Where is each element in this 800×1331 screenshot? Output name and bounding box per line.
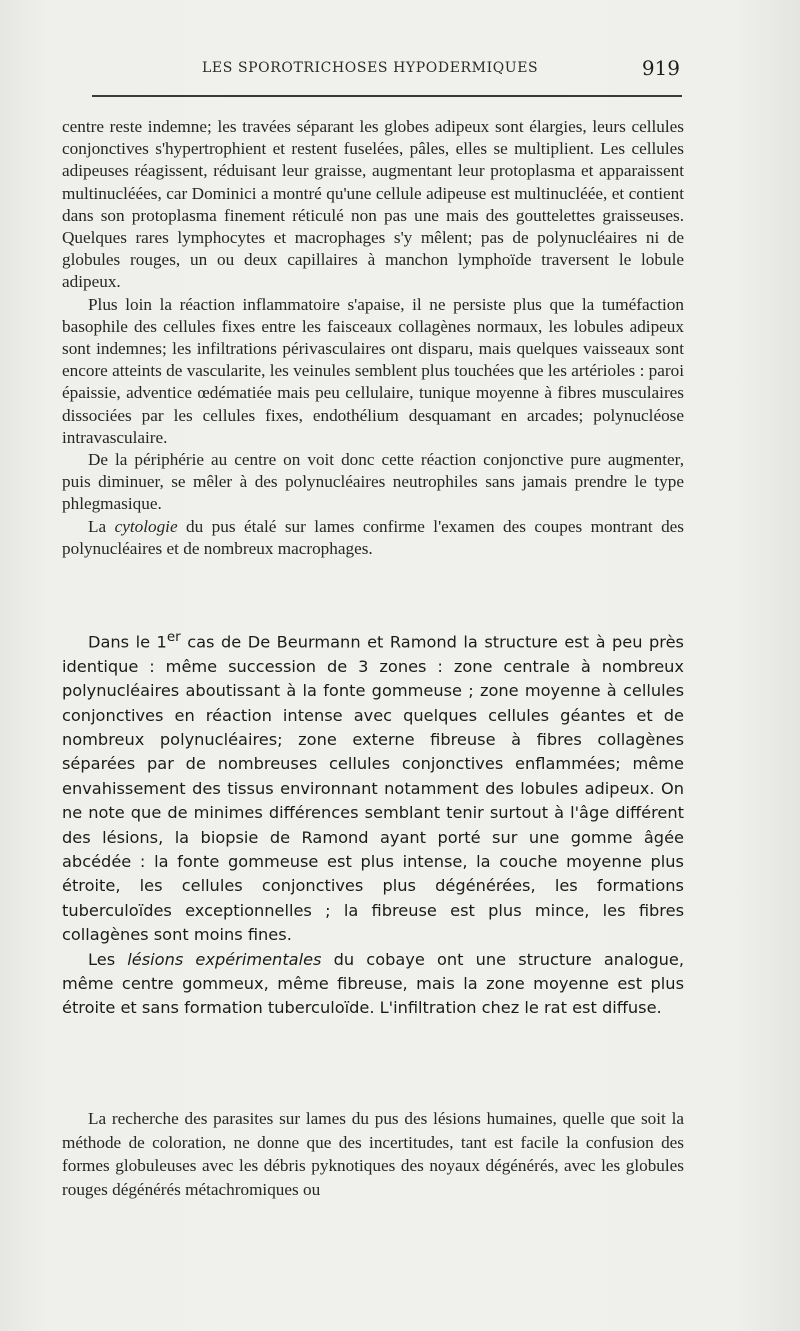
paragraph-adipose-reaction: centre reste indemne; les travées séparant les globes adipeux sont élargies, leurs cellules conjonctives s'hypertrophient et restent fuselées, pâles, elles se multiplient. Les cellules adipeuses réagissent, réduisant leur graisse, augmentant leur protoplasma et apparaissent multinucléées, car Dominici a montré qu'une cellule adipeuse est multinucléée, et contient dans son protoplasma finement réticulé non pas une mais des gouttelettes graisseuses. Quelques rares lymphocytes et macrophages s'y mêlent; pas de polynucléaires ni de globules rouges, un ou deux capillaires à manchon lymphoïde traversent le lobule adipeux. [62,117,684,292]
main-print-section [62,625,684,1021]
paragraph-cytology: La cytologie du pus étalé sur lames confirme l'examen des coupes montrant des polynucléaires et de nombreux macrophages. [62,516,684,558]
paragraph-peripheral-reaction: Plus loin la réaction inflammatoire s'apaise, il ne persiste plus que la tuméfaction basophile des cellules fixes entre les faisceaux collagènes normaux, les lobules adipeux sont indemnes; les infiltrations périvasculaires ont disparu, mais quelques vaisseaux sont encore atteints de vascularite, les veinules semblent plus touchées que les artérioles : paroi épaissie, adventice œdématiée mais peu cellulaire, tunique moyenne à fibres musculaires dissociées par les cellules fixes, endothélium desquamant en arcades; polynucléose intravasculaire. [62,294,684,447]
running-title: LES SPOROTRICHOSES HYPODERMIQUES [202,60,539,76]
header-rule [92,95,682,97]
cytology-term: cytologie [114,516,178,536]
paragraph-periphery-to-centre: De la périphérie au centre on voit donc cette réaction conjonctive pure augmenter, puis diminuer, se mêler à des polynucléaires neutrophiles sans jamais prendre le type phlegmasique. [62,450,684,514]
small-print-section [62,116,684,560]
paragraph-parasite-search: La recherche des parasites sur lames du pus des lésions humaines, quelle que soit la méthode de coloration, ne donne que des incertitudes, tant est facile la confusion des formes globuleuses avec les débris pyknotiques des noyaux dégénérés, avec les globules rouges dégénérés métachromiques ou [62,1109,684,1199]
experimental-lesions-term: lésions expérimentales [127,949,322,969]
ordinal-superscript: er [166,629,181,645]
page-header [62,58,684,84]
paragraph-experimental-lesions: Les lésions expérimentales du cobaye ont une structure analogue, même centre gommeux, même fibreuse, mais la zone moyenne est plus étroite et sans formation tuberculoïde. L'infiltration chez le rat est diffuse. [62,949,684,1018]
parasite-search-section [62,1107,684,1201]
page-number: 919 [641,56,680,80]
paragraph-beurmann-ramond-case: Dans le 1er cas de De Beurmann et Ramond la structure est à peu près identique : même succession de 3 zones : zone centrale à nombreux polynucléaires aboutissant à la fonte gommeuse ; zone moyenne à cellules conjonctives en réaction intense avec quelques cellules géantes et de nombreux polynucléaires; zone externe fibreuse à fibres collagènes séparées par de nombreuses cellules conjonctives enflammées; même envahissement des tissus environnant notamment des lobules adipeux. On ne note que de minimes différences semblant tenir surtout à l'âge différent des lésions, la biopsie de Ramond ayant porté sur une gomme âgée abcédée : la fonte gommeuse est plus intense, la couche moyenne plus étroite, les cellules conjonctives plus dégénérées, les formations tuberculoïdes exceptionnelles ; la fibreuse est plus mince, les fibres collagènes sont moins fines. [62,629,684,945]
